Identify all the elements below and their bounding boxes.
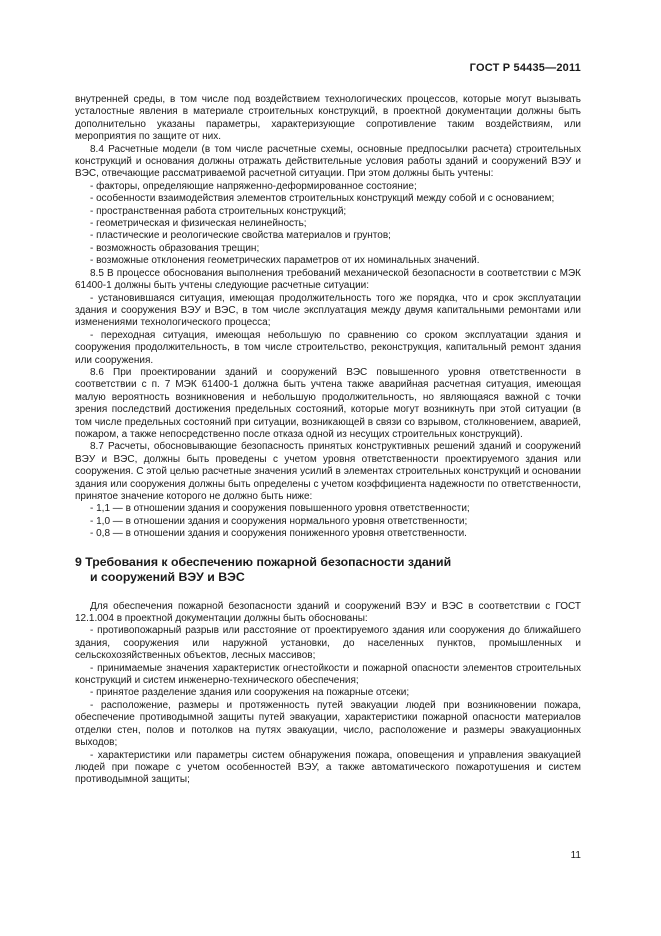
paragraph-continuation: внутренней среды, в том числе под воздействием технологических процессов, которые могут вызывать усталостные явления в материале строительных конструкций, в проектной документации должны быть дополнительно указаны параметры, характеризующие сопротивление таким воздействиям, или мероприятия по защите от них. [75, 94, 581, 143]
list-item: - 1,0 — в отношении здания и сооружения нормального уровня ответственности; [75, 516, 581, 528]
section-9-title-line1: 9 Требования к обеспечению пожарной безопасности зданий [75, 554, 452, 569]
paragraph-8-5: 8.5 В процессе обоснования выполнения требований механической безопасности в соответствии с МЭК 61400-1 должны быть учтены следующие расчетные ситуации: [75, 267, 581, 292]
paragraph-8-4: 8.4 Расчетные модели (в том числе расчетные схемы, основные предпосылки расчета) строительных конструкций и основания должны отражать действительные условия работы зданий и сооружений ВЭУ и ВЭС, отвечающие рассматриваемой расчетной ситуации. При этом должны быть учтены: [75, 143, 581, 180]
section-9-title-line2: и сооружений ВЭУ и ВЭС [90, 569, 245, 584]
list-item: - принятое разделение здания или сооружения на пожарные отсеки; [75, 687, 581, 699]
list-item: - расположение, размеры и протяженность путей эвакуации людей при возникновении пожара, обеспечение противодымной защиты путей эвакуации, характеристики пожарной опасности материалов отделки стен, полов и потолков на путях эвакуации, число, расположение и размеры эвакуационных выходов; [75, 700, 581, 750]
list-item: - факторы, определяющие напряженно-деформированное состояние; [75, 181, 581, 193]
section-9-heading [75, 555, 581, 585]
list-item: - характеристики или параметры систем обнаружения пожара, оповещения и управления эвакуацией людей при пожаре с учетом особенностей ВЭУ, а также автоматического пожаротушения и систем противодымной защиты; [75, 750, 581, 787]
document-code-header: ГОСТ Р 54435—2011 [469, 62, 581, 74]
list-item: - противопожарный разрыв или расстояние от проектируемого здания или сооружения до ближайшего здания, сооружения или наружной установки, до населенных пунктов, промышленных и сельскохозяйственных объектов, лесных массивов; [75, 625, 581, 662]
list-item: - переходная ситуация, имеющая небольшую по сравнению со сроком эксплуатации здания и сооружения продолжительность, в том числе строительство, реконструкция, капитальный ремонт здания или сооружения. [75, 330, 581, 367]
page-number: 11 [570, 850, 581, 861]
list-item: - принимаемые значения характеристик огнестойкости и пожарной опасности элементов строительных конструкций и систем инженерно-технического обеспечения; [75, 663, 581, 688]
list-item: - геометрическая и физическая нелинейность; [75, 218, 581, 230]
list-item: - возможность образования трещин; [75, 243, 581, 255]
list-item: - 0,8 — в отношении здания и сооружения пониженного уровня ответственности. [75, 528, 581, 540]
document-body [75, 94, 581, 787]
list-item: - 1,1 — в отношении здания и сооружения повышенного уровня ответственности; [75, 503, 581, 515]
paragraph-9-intro: Для обеспечения пожарной безопасности зданий и сооружений ВЭУ и ВЭС в соответствии с ГОСТ 12.1.004 в проектной документации должны быть обоснованы: [75, 600, 581, 625]
paragraph-8-7: 8.7 Расчеты, обосновывающие безопасность принятых конструктивных решений зданий и сооружений ВЭУ и ВЭС, должны быть проведены с учетом уровня ответственности проектируемого здания или сооружения. С этой целью расчетные значения усилий в элементах строительных конструкций и основании здания или сооружения должны быть определены с учетом коэффициента надежности по ответственности, принятое значение которого не должно быть ниже: [75, 441, 581, 502]
list-item: - пространственная работа строительных конструкций; [75, 206, 581, 218]
paragraph-8-6: 8.6 При проектировании зданий и сооружений ВЭС повышенного уровня ответственности в соответствии с п. 7 МЭК 61400-1 должна быть учтена также аварийная расчетная ситуация, имеющая малую вероятность возникновения и небольшую продолжительность, но являющаяся важной с точки зрения последствий достижения предельных состояний, которые могут возникнуть при этой ситуации (в том числе предельных состояний при ситуации, возникающей в связи со взрывом, столкновением, аварией, пожаром, а также непосредственно после отказа одной из несущих строительных конструкций). [75, 366, 581, 440]
list-item: - установившаяся ситуация, имеющая продолжительность того же порядка, что и срок эксплуатации здания и сооружения ВЭУ и ВЭС, в том числе эксплуатация между двумя капитальными ремонтами или изменениями технологического процесса; [75, 293, 581, 330]
list-item: - возможные отклонения геометрических параметров от их номинальных значений. [75, 255, 581, 267]
list-item: - особенности взаимодействия элементов строительных конструкций между собой и с основанием; [75, 193, 581, 205]
list-item: - пластические и реологические свойства материалов и грунтов; [75, 230, 581, 242]
